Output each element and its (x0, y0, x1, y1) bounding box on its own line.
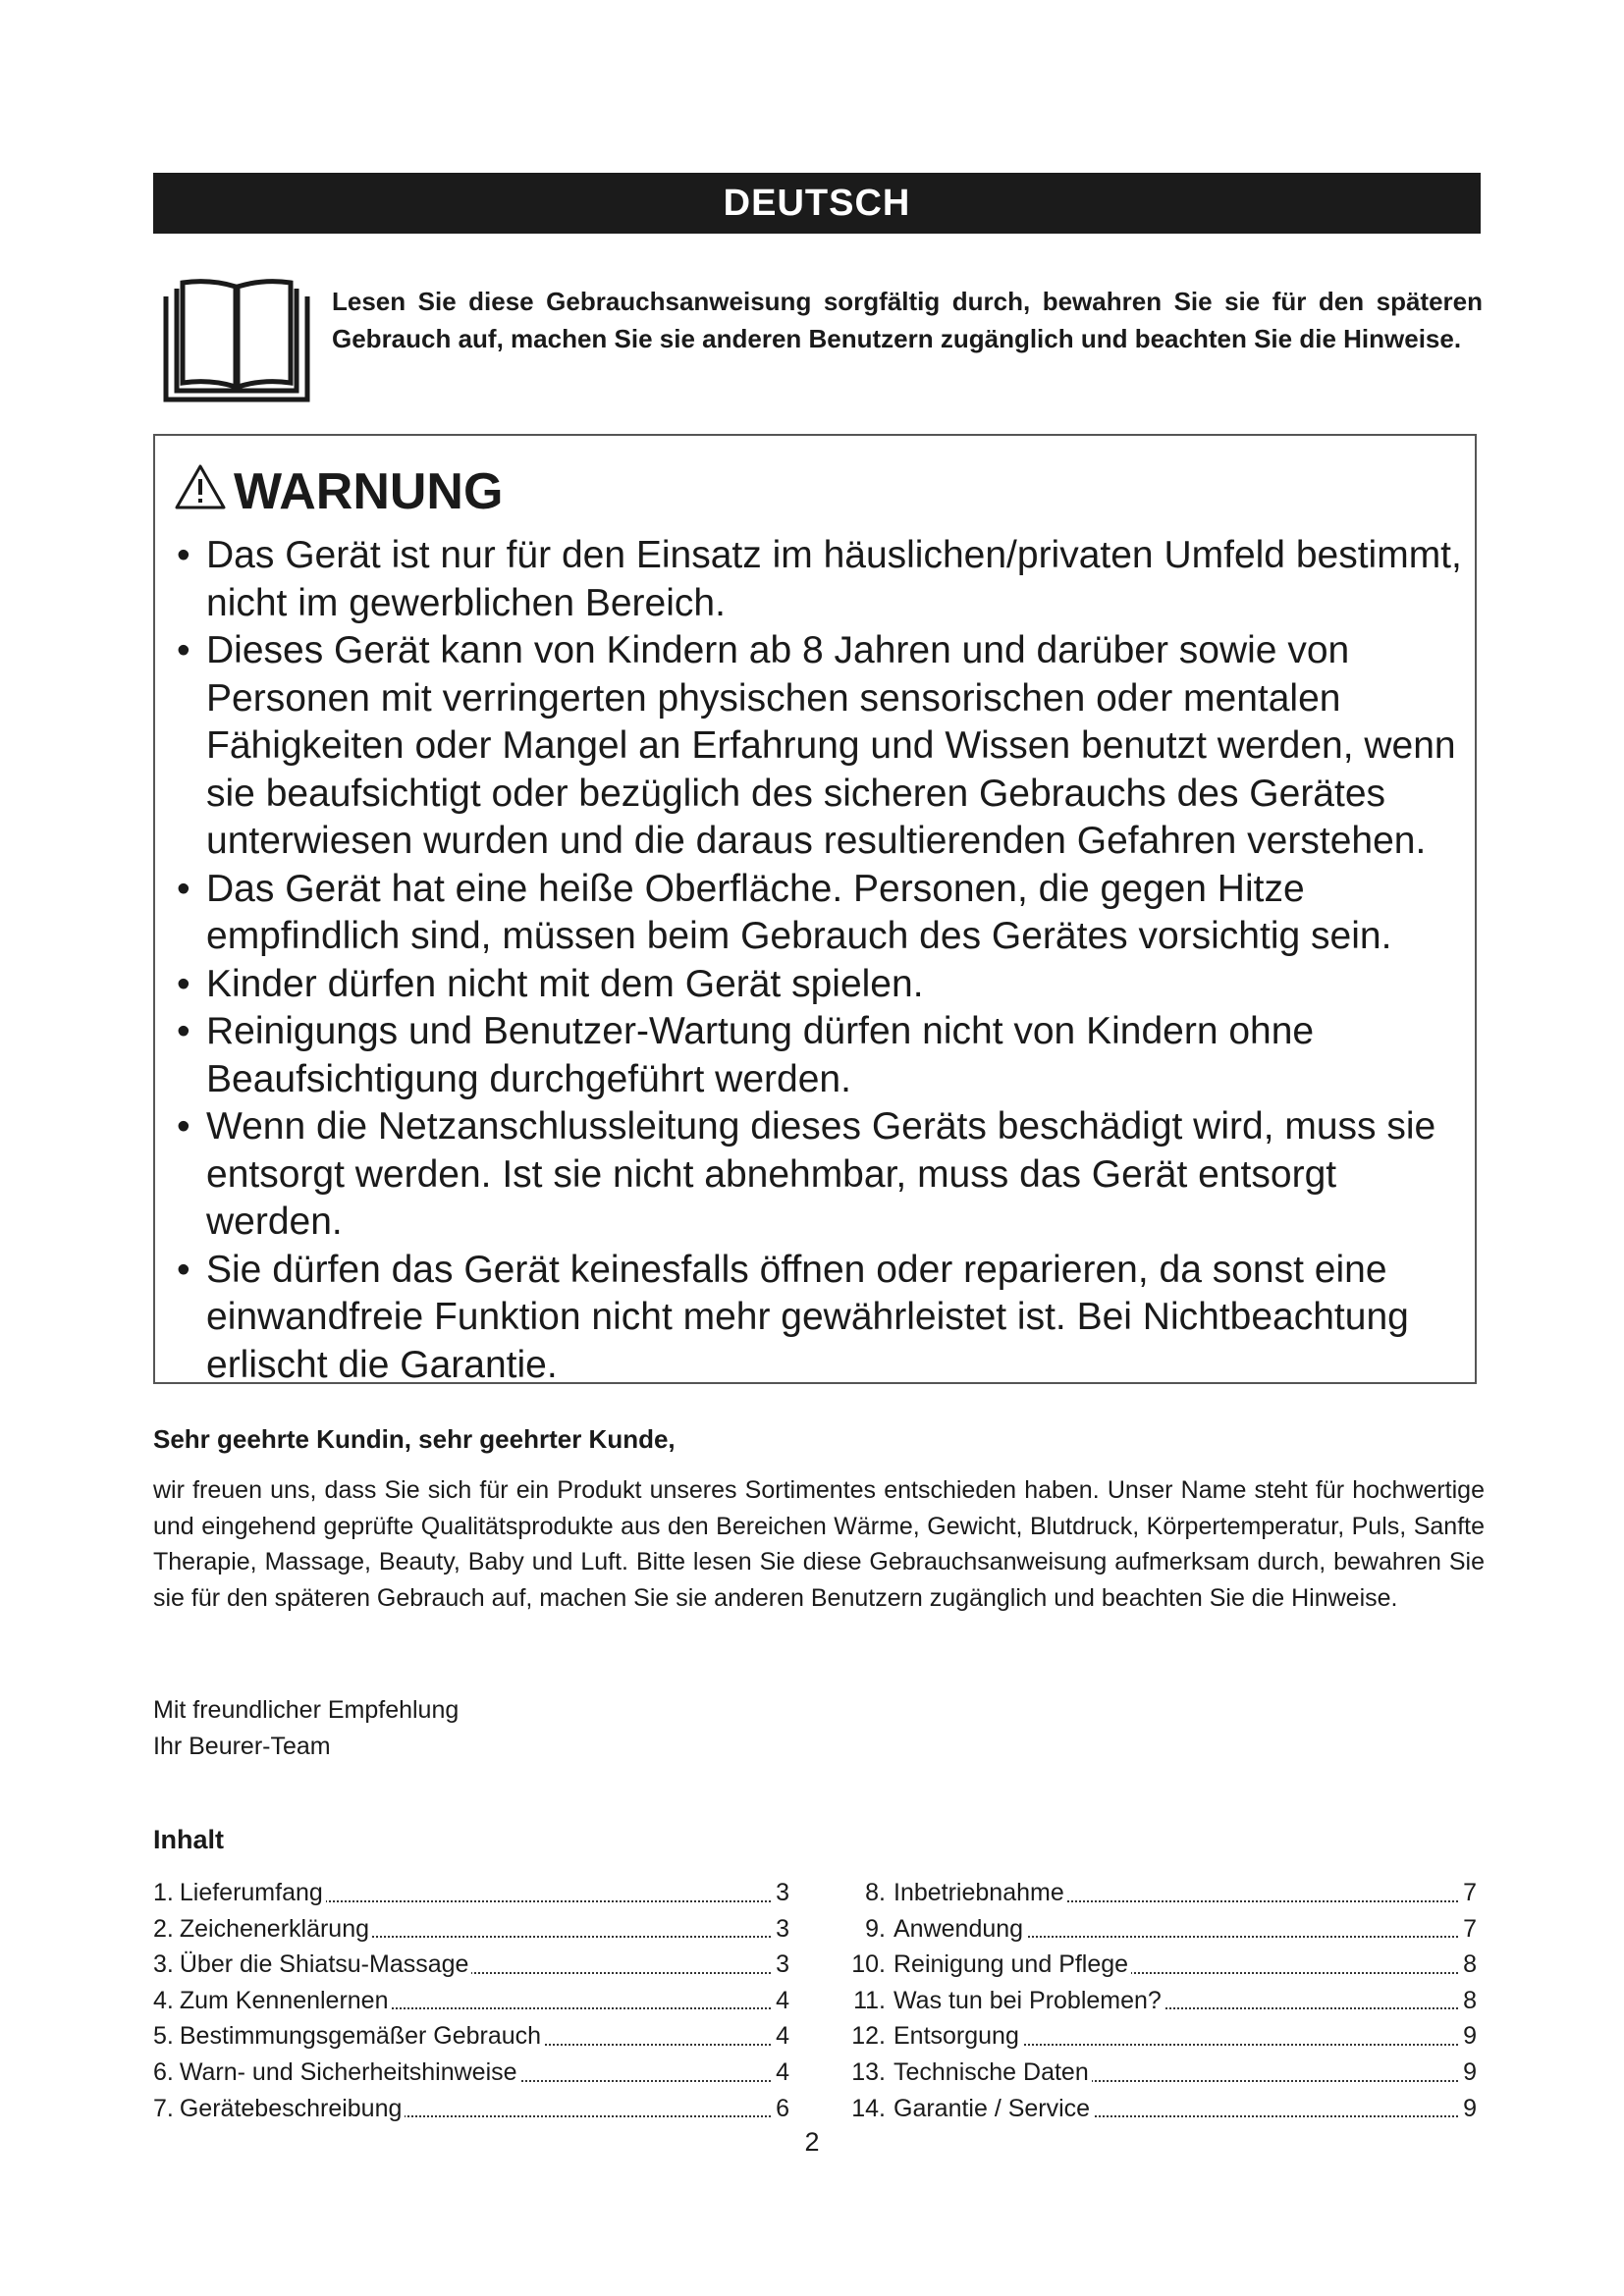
toc-entry[interactable]: 13. Technische Daten 9 (840, 2055, 1477, 2091)
toc-page-number: 3 (772, 1947, 789, 1983)
toc-entry[interactable]: 2. Zeichenerklärung 3 (153, 1911, 789, 1948)
toc-column-left (153, 1875, 789, 2126)
warning-item: • Das Gerät hat eine heiße Oberfläche. Personen, die gegen Hitze empfindlich sind, müssen beim Gebrauch des Gerätes vorsichtig sein. (177, 867, 1392, 957)
toc-entry[interactable]: 11. Was tun bei Problemen? 8 (840, 1983, 1477, 2019)
toc-page-number: 8 (1459, 1983, 1477, 2019)
warning-title: WARNUNG (234, 463, 504, 520)
warning-list (177, 532, 1463, 1389)
toc-page-number: 4 (772, 1983, 789, 2019)
toc-page-number: 3 (772, 1911, 789, 1948)
warning-item: • Dieses Gerät kann von Kindern ab 8 Jahren und darüber sowie von Personen mit verringerten physischen sensorischen oder mentalen Fähigkeiten oder Mangel an Erfahrung und Wissen benutzt werden, wenn sie beaufsichtigt oder bezüglich des sicheren Gebrauchs des Gerätes unterwiesen wurden und die daraus resultierenden Gefahren verstehen. (177, 629, 1456, 862)
signature-line: Ihr Beurer-Team (153, 1733, 331, 1760)
book-icon (161, 277, 312, 402)
toc-page-number: 7 (1459, 1911, 1477, 1948)
warning-item: • Sie dürfen das Gerät keinesfalls öffnen oder reparieren, da sonst eine einwandfreie Funktion nicht mehr gewährleistet ist. Bei Nichtbeachtung erlischt die Garantie. (177, 1248, 1409, 1386)
toc-entry[interactable]: 10. Reinigung und Pflege 8 (840, 1947, 1477, 1983)
toc-entry[interactable]: 4. Zum Kennenlernen 4 (153, 1983, 789, 2019)
toc-entry[interactable]: 12. Entsorgung 9 (840, 2018, 1477, 2055)
page-number: 2 (804, 2127, 820, 2157)
toc-entry[interactable]: 3. Über die Shiatsu-Massage 3 (153, 1947, 789, 1983)
toc-page-number: 4 (772, 2018, 789, 2055)
toc-entry[interactable]: 1. Lieferumfang 3 (153, 1875, 789, 1911)
warning-item: • Das Gerät ist nur für den Einsatz im häuslichen/privaten Umfeld bestimmt, nicht im gewerblichen Bereich. (177, 534, 1462, 624)
toc-page-number: 9 (1459, 2091, 1477, 2127)
toc-entry[interactable]: 6. Warn- und Sicherheitshinweise 4 (153, 2055, 789, 2091)
toc-page-number: 4 (772, 2055, 789, 2091)
warning-item: • Wenn die Netzanschlussleitung dieses Geräts beschädigt wird, muss sie entsorgt werden. Ist sie nicht abnehmbar, muss das Gerät entsorgt werden. (177, 1105, 1436, 1243)
intro-text: Lesen Sie diese Gebrauchsanweisung sorgfältig durch, bewahren Sie sie für den späteren Gebrauch auf, machen Sie sie anderen Benutzern zugänglich und beachten Sie die Hinweise. (332, 287, 1483, 353)
warning-box (153, 434, 1477, 1384)
language-header: DEUTSCH (153, 173, 1481, 234)
toc-page-number: 9 (1459, 2018, 1477, 2055)
toc-page-number: 3 (772, 1875, 789, 1911)
letter-body: wir freuen uns, dass Sie sich für ein Produkt unseres Sortimentes entschieden haben. Unser Name steht für hochwertige und eingehend geprüfte Qualitätsprodukte aus den Bereichen Wärme, Gewicht, Blutdruck, Körpertemperatur, Puls, Sanfte Therapie, Massage, Beauty, Baby und Luft. Bitte lesen Sie diese Gebrauchsanweisung aufmerksam durch, bewahren Sie sie für den späteren Gebrauch auf, machen Sie sie anderen Benutzern zugänglich und beachten Sie die Hinweise. (153, 1476, 1485, 1612)
closing-line: Mit freundlicher Empfehlung (153, 1696, 460, 1724)
toc-entry[interactable]: 8. Inbetriebnahme 7 (840, 1875, 1477, 1911)
toc-entry[interactable]: 5. Bestimmungsgemäßer Gebrauch 4 (153, 2018, 789, 2055)
toc-page-number: 9 (1459, 2055, 1477, 2091)
salutation: Sehr geehrte Kundin, sehr geehrter Kunde, (153, 1424, 676, 1454)
toc-entry[interactable]: 14. Garantie / Service 9 (840, 2091, 1477, 2127)
toc-entry[interactable]: 7. Gerätebeschreibung 6 (153, 2091, 789, 2127)
toc-title: Inhalt (153, 1825, 224, 1854)
warning-item: • Reinigungs und Benutzer-Wartung dürfen nicht von Kindern ohne Beaufsichtigung durchgeführt werden. (177, 1010, 1315, 1100)
warning-item: • Kinder dürfen nicht mit dem Gerät spielen. (177, 962, 924, 1005)
toc-column-right (840, 1875, 1477, 2126)
warning-triangle-icon (175, 463, 226, 510)
toc-page-number: 8 (1459, 1947, 1477, 1983)
intro-notice (157, 277, 1483, 404)
toc-page-number: 6 (772, 2091, 789, 2127)
toc-entry[interactable]: 9. Anwendung 7 (840, 1911, 1477, 1948)
toc-page-number: 7 (1459, 1875, 1477, 1911)
letter-closing (153, 1692, 459, 1765)
